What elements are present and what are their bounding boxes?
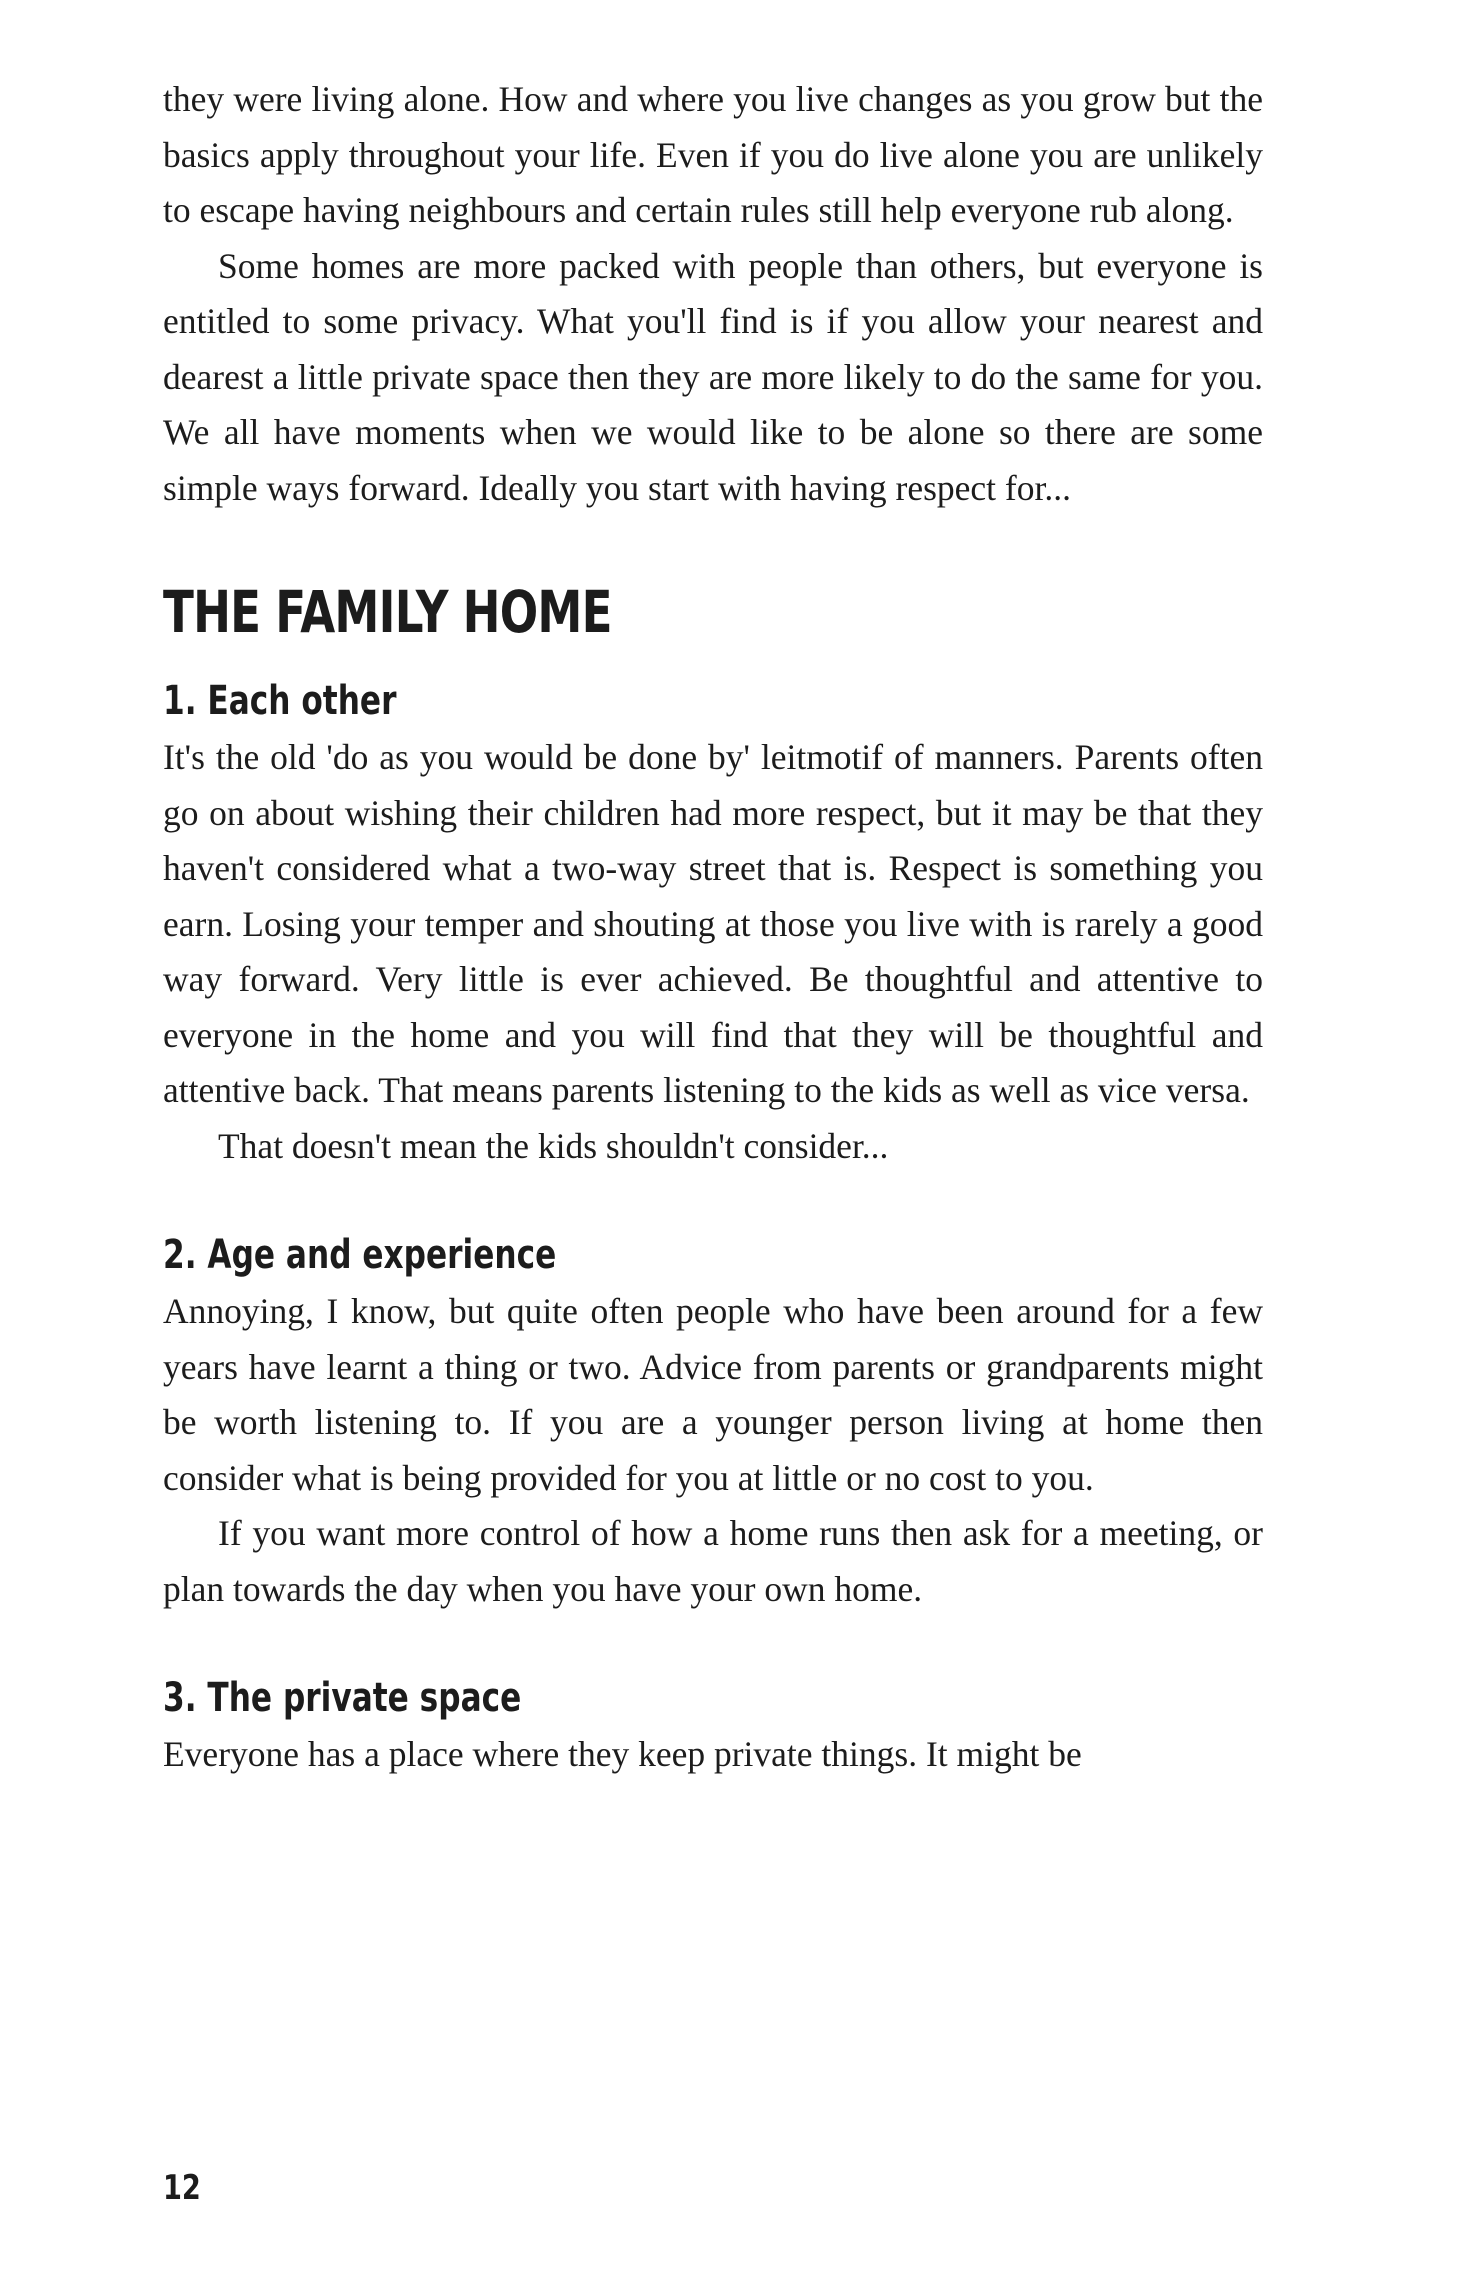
- intro-paragraph-2: Some homes are more packed with people than others, but everyone is entitled to some privacy. What you'll find is if you allow your nearest and dearest a little private space then they are more likely to do the same for you. We all have moments when we would like to be alone so there are some simple ways forward. Ideally you start with having respect for...: [163, 245, 1263, 508]
- paragraph-private-space-1: Everyone has a place where they keep private things. It might be: [163, 1734, 1082, 1774]
- intro-paragraph-1: they were living alone. How and where you live changes as you grow but the basics apply throughout your life. Even if you do live alone you are unlikely to escape having neighbours and certain rules still help everyone rub along.: [163, 79, 1263, 230]
- page-content: [163, 72, 1263, 1783]
- paragraph-each-other-1: It's the old 'do as you would be done by' leitmotif of manners. Parents often go on about wishing their children had more respect, but it may be that they haven't considered what a two-way street that is. Respect is something you earn. Losing your temper and shouting at those you live with is rarely a good way forward. Very little is ever achieved. Be thoughtful and attentive to everyone in the home and you will find that they will be thoughtful and attentive back. That means parents listening to the kids as well as vice versa.: [163, 737, 1263, 1110]
- paragraph-each-other-2: That doesn't mean the kids shouldn't consider...: [218, 1125, 889, 1166]
- page-number: 12: [163, 2168, 201, 2208]
- paragraph-age-1: Annoying, I know, but quite often people who have been around for a few years have learnt a thing or two. Advice from parents or grandparents might be worth listening to. If you are a younger person living at home then consider what is being provided for you at little or no cost to you.: [163, 1291, 1263, 1498]
- subheading-private-space: 3. The private space: [163, 1675, 522, 1721]
- section-title: THE FAMILY HOME: [163, 578, 612, 646]
- subheading-age-and-experience: 2. Age and experience: [163, 1232, 557, 1278]
- subheading-each-other: 1. Each other: [163, 678, 397, 724]
- paragraph-age-2: If you want more control of how a home runs then ask for a meeting, or plan towards the day when you have your own home.: [163, 1513, 1263, 1609]
